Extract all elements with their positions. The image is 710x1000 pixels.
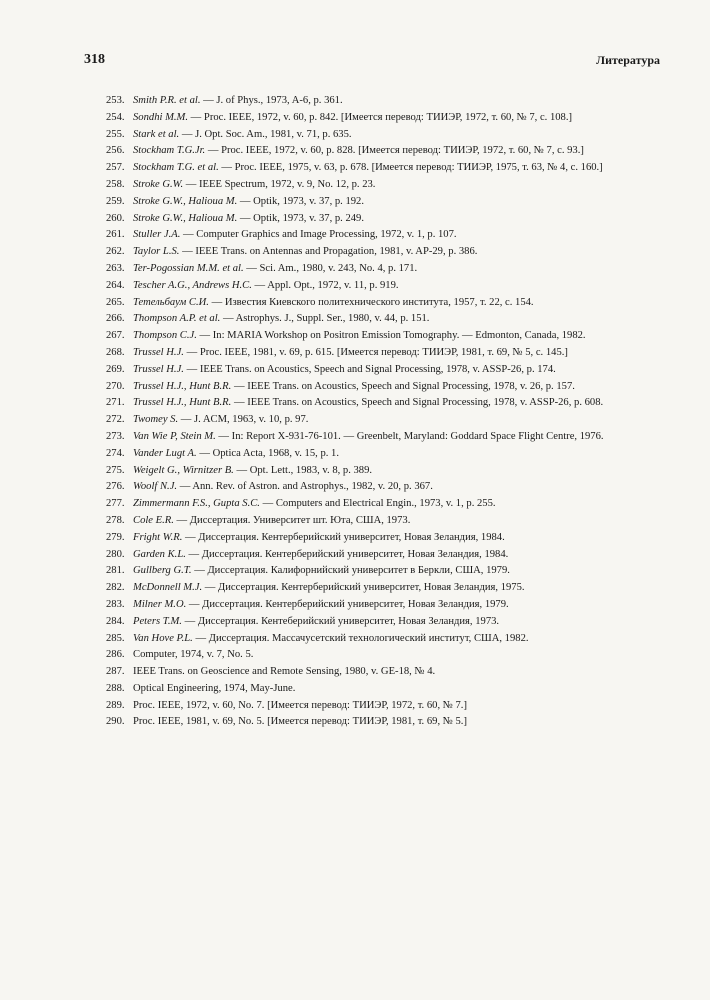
reference-author: Zimmermann F.S., Gupta S.C. — [133, 498, 260, 510]
reference-entry — [106, 513, 653, 530]
reference-entry — [106, 395, 653, 412]
reference-number: 267. — [106, 330, 125, 342]
reference-source: — IEEE Trans. on Acoustics, Speech and Signal Processing, 1978, v. 26, p. 157. — [231, 380, 575, 392]
reference-source: — Proc. IEEE, 1981, v. 69, p. 615. [Имеется перевод: ТИИЭР, 1981, т. 69, № 5, с. 145.] — [183, 346, 568, 358]
reference-author: Stroke G.W., Halioua M. — [133, 212, 238, 224]
reference-source: — Диссертация. Кентерберийский университет, Новая Зеландия, 1975. — [202, 582, 525, 594]
reference-text — [133, 278, 653, 295]
reference-source: — Opt. Lett., 1983, v. 8, p. 389. — [233, 464, 373, 476]
reference-entry — [106, 681, 653, 698]
reference-entry — [106, 261, 653, 278]
reference-entry — [106, 412, 653, 429]
reference-number: 266. — [106, 313, 125, 325]
reference-source: — Sci. Am., 1980, v. 243, No. 4, p. 171. — [243, 262, 418, 274]
reference-source: Proc. IEEE, 1981, v. 69, No. 5. [Имеется перевод: ТИИЭР, 1981, т. 69, № 5.] — [133, 716, 467, 728]
reference-entry — [106, 143, 653, 160]
reference-author: Tescher A.G., Andrews H.C. — [133, 279, 252, 291]
reference-text — [133, 614, 653, 631]
page-number: 318 — [84, 52, 105, 67]
reference-entry — [106, 110, 653, 127]
reference-entry — [106, 496, 653, 513]
reference-source: — Диссертация. Кентерберийский университет, Новая Зеландия, 1984. — [182, 531, 505, 543]
reference-number: 286. — [106, 649, 125, 661]
reference-text — [133, 463, 653, 480]
reference-source: — IEEE Spectrum, 1972, v. 9, No. 12, p. 23. — [183, 178, 376, 190]
reference-entry — [106, 379, 653, 396]
reference-number: 272. — [106, 414, 125, 426]
reference-number: 254. — [106, 111, 125, 123]
reference-source: — Диссертация. Калифорнийский университет в Беркли, США, 1979. — [191, 565, 510, 577]
reference-entry — [106, 446, 653, 463]
reference-entry — [106, 714, 653, 731]
reference-author: Stark et al. — [133, 128, 180, 140]
reference-entry — [106, 328, 653, 345]
reference-number: 270. — [106, 380, 125, 392]
reference-entry — [106, 194, 653, 211]
reference-entry — [106, 160, 653, 177]
reference-author: Stroke G.W., Halioua M. — [133, 195, 238, 207]
reference-text — [133, 261, 653, 278]
reference-entry — [106, 127, 653, 144]
reference-source: Computer, 1974, v. 7, No. 5. — [133, 649, 254, 661]
reference-text — [133, 160, 653, 177]
reference-author: Taylor L.S. — [133, 246, 180, 258]
reference-entry — [106, 295, 653, 312]
reference-source: — IEEE Trans. on Acoustics, Speech and Signal Processing, 1978, v. ASSP-26, p. 174. — [183, 363, 556, 375]
reference-text — [133, 429, 653, 446]
reference-number: 268. — [106, 346, 125, 358]
reference-author: Cole E.R. — [133, 514, 174, 526]
reference-entry — [106, 698, 653, 715]
reference-text — [133, 647, 653, 664]
reference-author: Van Hove P.L. — [133, 632, 193, 644]
reference-source: — Appl. Opt., 1972, v. 11, p. 919. — [251, 279, 399, 291]
reference-entry — [106, 244, 653, 261]
reference-source: IEEE Trans. on Geoscience and Remote Sensing, 1980, v. GE-18, № 4. — [133, 666, 436, 678]
reference-text — [133, 631, 653, 648]
reference-number: 271. — [106, 397, 125, 409]
reference-source: — Optik, 1973, v. 37, p. 249. — [237, 212, 364, 224]
reference-text — [133, 698, 653, 715]
reference-number: 275. — [106, 464, 125, 476]
reference-entry — [106, 177, 653, 194]
reference-source: — IEEE Trans. on Antennas and Propagation, 1981, v. AP-29, p. 386. — [179, 246, 478, 258]
reference-entry — [106, 345, 653, 362]
reference-text — [133, 496, 653, 513]
reference-source: — Диссертация. Массачусетский технологический институт, США, 1982. — [192, 632, 529, 644]
reference-source: — Proc. IEEE, 1972, v. 60, p. 842. [Имеется перевод: ТИИЭР, 1972, т. 60, № 7, с. 108.] — [188, 111, 573, 123]
reference-text — [133, 143, 653, 160]
reference-author: McDonnell M.J. — [133, 582, 203, 594]
reference-source: — Astrophys. J., Suppl. Ser., 1980, v. 44, p. 151. — [220, 313, 430, 325]
reference-number: 253. — [106, 95, 125, 106]
reference-number: 261. — [106, 229, 125, 241]
reference-source: — J. ACM, 1963, v. 10, p. 97. — [178, 414, 309, 426]
reference-source: — Optik, 1973, v. 37, p. 192. — [237, 195, 364, 207]
reference-source: — J. of Phys., 1973, A-6, p. 361. — [200, 95, 343, 106]
reference-entry — [106, 597, 653, 614]
reference-number: 257. — [106, 162, 125, 174]
reference-number: 284. — [106, 615, 125, 627]
reference-number: 285. — [106, 632, 125, 644]
reference-author: Thompson C.J. — [133, 330, 197, 342]
reference-author: Trussel H.J. — [133, 346, 184, 358]
reference-number: 274. — [106, 447, 125, 459]
reference-source: — J. Opt. Soc. Am., 1981, v. 71, p. 635. — [179, 128, 352, 140]
reference-number: 255. — [106, 128, 125, 140]
reference-number: 280. — [106, 548, 125, 560]
reference-entry — [106, 227, 653, 244]
reference-number: 288. — [106, 682, 125, 694]
reference-text — [133, 362, 653, 379]
reference-number: 282. — [106, 582, 125, 594]
reference-text — [133, 345, 653, 362]
reference-author: Trussel H.J., Hunt B.R. — [133, 397, 232, 409]
reference-author: Stroke G.W. — [133, 178, 184, 190]
reference-source: — In: Report X-931-76-101. — Greenbelt, Maryland: Goddard Space Flight Centre, 1976. — [215, 430, 604, 442]
reference-source: Proc. IEEE, 1972, v. 60, No. 7. [Имеется перевод: ТИИЭР, 1972, т. 60, № 7.] — [133, 699, 467, 711]
reference-source: — Известия Киевского политехнического института, 1957, т. 22, с. 154. — [208, 296, 534, 308]
reference-text — [133, 513, 653, 530]
reference-number: 279. — [106, 531, 125, 543]
reference-entry — [106, 631, 653, 648]
reference-entry — [106, 547, 653, 564]
reference-text — [133, 211, 653, 228]
reference-author: Vander Lugt A. — [133, 447, 197, 459]
reference-author: Gullberg G.T. — [133, 565, 192, 577]
reference-author: Smith P.R. et al. — [133, 95, 201, 106]
reference-author: Ter-Pogossian M.M. et al. — [133, 262, 244, 274]
reference-number: 276. — [106, 481, 125, 493]
reference-author: Garden K.L. — [133, 548, 186, 560]
reference-source: — Диссертация. Университет шт. Юта, США, 1973. — [173, 514, 411, 526]
reference-entry — [106, 93, 653, 110]
reference-author: Milner M.O. — [133, 598, 187, 610]
reference-author: Twomey S. — [133, 414, 179, 426]
reference-source: — IEEE Trans. on Acoustics, Speech and Signal Processing, 1978, v. ASSP-26, p. 608. — [231, 397, 604, 409]
reference-text — [133, 127, 653, 144]
reference-text — [133, 295, 653, 312]
reference-text — [133, 664, 653, 681]
reference-text — [133, 311, 653, 328]
reference-number: 269. — [106, 363, 125, 375]
reference-source: — Диссертация. Кентеберийский университет, Новая Зеландия, 1973. — [181, 615, 500, 627]
reference-source: — Proc. IEEE, 1972, v. 60, p. 828. [Имеется перевод: ТИИЭР, 1972, т. 60, № 7, с. 93.] — [205, 145, 584, 157]
reference-source: — Proc. IEEE, 1975, v. 63, p. 678. [Имеется перевод: ТИИЭР, 1975, т. 63, № 4, с. 160.] — [218, 162, 603, 174]
reference-source: — Ann. Rev. of Astron. and Astrophys., 1982, v. 20, p. 367. — [177, 481, 433, 493]
reference-entry — [106, 580, 653, 597]
reference-number: 287. — [106, 666, 125, 678]
reference-source: — Optica Acta, 1968, v. 15, p. 1. — [196, 447, 339, 459]
reference-author: Van Wie P, Stein M. — [133, 430, 216, 442]
reference-author: Stockham T.G. et al. — [133, 162, 219, 174]
reference-entry — [106, 614, 653, 631]
reference-source: — In: MARIA Workshop on Positron Emission Tomography. — Edmonton, Canada, 1982. — [196, 330, 586, 342]
reference-number: 263. — [106, 262, 125, 274]
reference-number: 256. — [106, 145, 125, 157]
reference-text — [133, 244, 653, 261]
reference-number: 281. — [106, 565, 125, 577]
reference-text — [133, 110, 653, 127]
reference-entry — [106, 647, 653, 664]
reference-text — [133, 412, 653, 429]
reference-text — [133, 563, 653, 580]
reference-text — [133, 194, 653, 211]
reference-entry — [106, 530, 653, 547]
reference-author: Stockham T.G.Jr. — [133, 145, 206, 157]
reference-text — [133, 479, 653, 496]
reference-entry — [106, 563, 653, 580]
reference-author: Thompson A.P. et al. — [133, 313, 221, 325]
reference-author: Trussel H.J., Hunt B.R. — [133, 380, 232, 392]
reference-list — [106, 93, 653, 731]
reference-number: 273. — [106, 430, 125, 442]
reference-author: Trussel H.J. — [133, 363, 184, 375]
reference-number: 277. — [106, 498, 125, 510]
reference-text — [133, 379, 653, 396]
reference-number: 283. — [106, 598, 125, 610]
reference-entry — [106, 362, 653, 379]
reference-text — [133, 714, 653, 731]
reference-number: 259. — [106, 195, 125, 207]
reference-entry — [106, 664, 653, 681]
reference-text — [133, 93, 653, 110]
reference-text — [133, 328, 653, 345]
reference-number: 265. — [106, 296, 125, 308]
reference-text — [133, 395, 653, 412]
reference-author: Fright W.R. — [133, 531, 183, 543]
reference-author: Woolf N.J. — [133, 481, 178, 493]
reference-author: Peters T.M. — [133, 615, 182, 627]
reference-author: Sondhi M.M. — [133, 111, 189, 123]
reference-source: Optical Engineering, 1974, May-June. — [133, 682, 296, 694]
reference-entry — [106, 429, 653, 446]
reference-text — [133, 597, 653, 614]
reference-entry — [106, 479, 653, 496]
reference-text — [133, 446, 653, 463]
reference-number: 264. — [106, 279, 125, 291]
reference-source: — Диссертация. Кентерберийский университет, Новая Зеландия, 1979. — [186, 598, 509, 610]
reference-entry — [106, 463, 653, 480]
reference-entry — [106, 311, 653, 328]
reference-number: 258. — [106, 178, 125, 190]
reference-text — [133, 580, 653, 597]
reference-number: 290. — [106, 716, 125, 728]
reference-text — [133, 681, 653, 698]
reference-number: 289. — [106, 699, 125, 711]
reference-entry — [106, 211, 653, 228]
reference-number: 262. — [106, 246, 125, 258]
reference-source: — Диссертация. Кентерберийский университет, Новая Зеландия, 1984. — [185, 548, 509, 560]
reference-author: Тетельбаум С.И. — [133, 296, 209, 308]
reference-source: — Computer Graphics and Image Processing, 1972, v. 1, p. 107. — [180, 229, 457, 241]
reference-text — [133, 227, 653, 244]
reference-number: 260. — [106, 212, 125, 224]
reference-source: — Computers and Electrical Engin., 1973, v. 1, p. 255. — [259, 498, 496, 510]
reference-author: Weigelt G., Wirnitzer B. — [133, 464, 234, 476]
reference-text — [133, 530, 653, 547]
running-head: Литература — [596, 53, 660, 67]
reference-text — [133, 547, 653, 564]
reference-number: 278. — [106, 514, 125, 526]
reference-author: Stuller J.A. — [133, 229, 181, 241]
reference-entry — [106, 278, 653, 295]
reference-text — [133, 177, 653, 194]
